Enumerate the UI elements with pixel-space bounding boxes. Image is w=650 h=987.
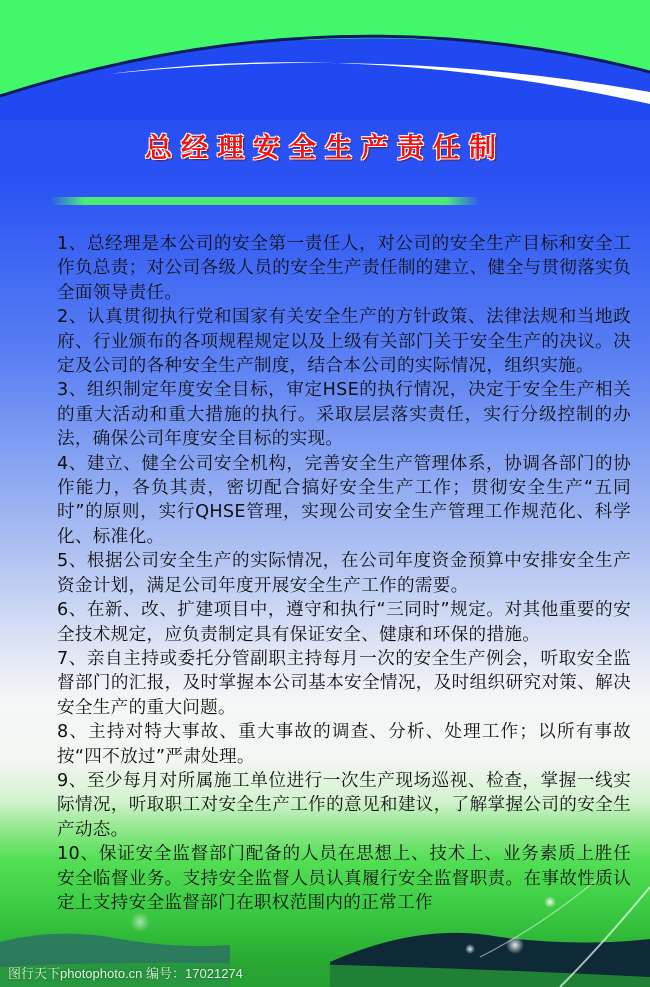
clause-2 — [57, 305, 631, 378]
clause-3 — [57, 378, 631, 451]
clause-text: 至少每月对所属施工单位进行一次生产现场巡视、检查，掌握一线实际情况，听取职工对安全生产工作的意见和建议，了解掌握公司的安全生产动态。 — [57, 770, 631, 840]
clause-number: 1、 — [57, 234, 87, 254]
responsibility-clauses — [57, 232, 631, 915]
clause-text: 在新、改、扩建项目中，遵守和执行“三同时”规定。对其他重要的安全技术规定，应负责制定具有保证安全、健康和环保的措施。 — [57, 600, 631, 645]
watermark — [8, 963, 243, 982]
title-underline-bar — [50, 197, 480, 205]
poster-title: 总经理安全生产责任制 — [145, 133, 505, 164]
clause-text: 总经理是本公司的安全第一责任人，对公司的安全生产目标和安全工作负总责；对公司各级人员的安全生产责任制的建立、健全与贯彻落实负全面领导责任。 — [57, 234, 631, 303]
clause-number: 9、 — [57, 770, 87, 791]
clause-number: 8、 — [57, 722, 89, 743]
clause-text: 根据公司安全生产的实际情况，在公司年度资金预算中安排安全生产资金计划，满足公司年度开展安全生产工作的需要。 — [57, 551, 631, 596]
clause-10 — [57, 842, 631, 915]
clause-number: 6、 — [57, 600, 87, 621]
clause-text: 组织制定年度安全目标，审定HSE的执行情况，决定于安全生产相关的重大活动和重大措施的执行。采取层层落实责任，实行分级控制的办法，确保公司年度安全目标的实现。 — [57, 380, 631, 450]
clause-number: 5、 — [57, 551, 87, 572]
clause-text: 保证安全监督部门配备的人员在思想上、技术上、业务素质上胜任安全临督业务。支持安全监督人员认真履行安全监督职责。在事故性质认定上支持安全监督部门在职权范围内的正常工作 — [57, 844, 631, 913]
clause-text: 主持对特大事故、重大事故的调查、分析、处理工作；以所有事故按“四不放过”严肃处理。 — [57, 722, 632, 767]
clause-number: 10、 — [57, 844, 99, 865]
clause-number: 4、 — [57, 453, 87, 474]
clause-text: 亲自主持或委托分管副职主持每月一次的安全生产例会，听取安全监督部门的汇报，及时掌握本公司基本安全情况，及时组织研究对策、解决安全生产的重大问题。 — [57, 648, 631, 718]
watermark-id-value: 17021274 — [185, 966, 243, 981]
clause-9 — [57, 769, 631, 842]
header-arc-decoration — [0, 0, 650, 120]
clause-8 — [57, 720, 631, 769]
clause-number: 7、 — [57, 648, 87, 669]
clause-5 — [57, 549, 631, 598]
watermark-site: 图行天下photophoto.cn — [8, 966, 143, 981]
clause-4 — [57, 452, 631, 550]
watermark-id-label: 编号： — [146, 966, 186, 981]
clause-text: 认真贯彻执行党和国家有关安全生产的方针政策、法律法规和当地政府、行业颁布的各项规程规定以及上级有关部门关于安全生产的决议。决定及公司的各种安全生产制度，结合本公司的实际情况，组织实施。 — [57, 307, 631, 377]
clause-number: 3、 — [57, 380, 87, 401]
clause-1 — [57, 232, 631, 305]
clause-text: 建立、健全公司安全机构，完善安全生产管理体系，协调各部门的协作能力，各负其责，密切配合搞好安全生产工作；贯彻安全生产“五同时”的原则，实行QHSE管理，实现公司安全生产管理工作规范化、科学化、标准化。 — [57, 453, 631, 547]
clause-6 — [57, 598, 631, 647]
clause-7 — [57, 647, 631, 720]
clause-number: 2、 — [57, 307, 87, 328]
